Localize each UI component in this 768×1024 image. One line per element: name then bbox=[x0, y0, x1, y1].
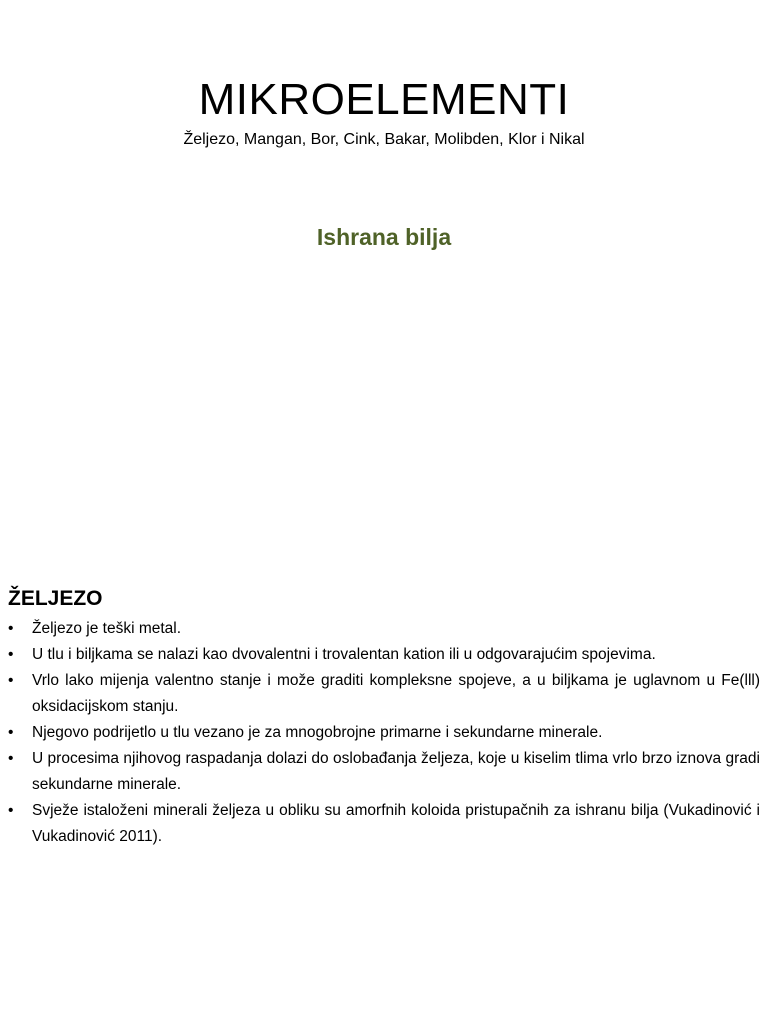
bullet-marker: • bbox=[8, 620, 14, 637]
slide-title: MIKROELEMENTI bbox=[198, 75, 570, 124]
bullet-item bbox=[8, 798, 760, 850]
course-name: Ishrana bilja bbox=[316, 224, 452, 250]
bullet-text: Željezo je teški metal. bbox=[32, 620, 182, 637]
bullet-item bbox=[8, 616, 760, 642]
bullet-marker: • bbox=[8, 724, 14, 741]
bullet-item bbox=[8, 746, 760, 798]
bullet-marker: • bbox=[8, 672, 14, 689]
bullet-list bbox=[8, 616, 760, 850]
bullet-marker: • bbox=[8, 802, 14, 819]
bullet-text: Vrlo lako mijenja valentno stanje i može graditi kompleksne spojeve, a u biljkama je uglavnom u Fe(lll) oksidacijskom stanju. bbox=[32, 672, 760, 715]
bullet-text: U tlu i biljkama se nalazi kao dvovalentni i trovalentan kation ili u odgovarajućim spojevima. bbox=[32, 646, 656, 663]
bullet-item bbox=[8, 642, 760, 668]
section-heading: ŽELJEZO bbox=[8, 587, 103, 610]
slide-subtitle: Željezo, Mangan, Bor, Cink, Bakar, Molibden, Klor i Nikal bbox=[183, 131, 585, 148]
bullet-item bbox=[8, 668, 760, 720]
bullet-text: U procesima njihovog raspadanja dolazi do oslobađanja željeza, koje u kiselim tlima vrlo brzo iznova gradi sekundarne minerale. bbox=[32, 750, 760, 793]
bullet-text: Svježe istaloženi minerali željeza u obliku su amorfnih koloida pristupačnih za ishranu bilja (Vukadinović i Vukadinović 2011). bbox=[32, 802, 760, 845]
bullet-marker: • bbox=[8, 750, 14, 767]
bullet-marker: • bbox=[8, 646, 14, 663]
bullet-text: Njegovo podrijetlo u tlu vezano je za mnogobrojne primarne i sekundarne minerale. bbox=[32, 724, 603, 741]
bullet-item bbox=[8, 720, 760, 746]
